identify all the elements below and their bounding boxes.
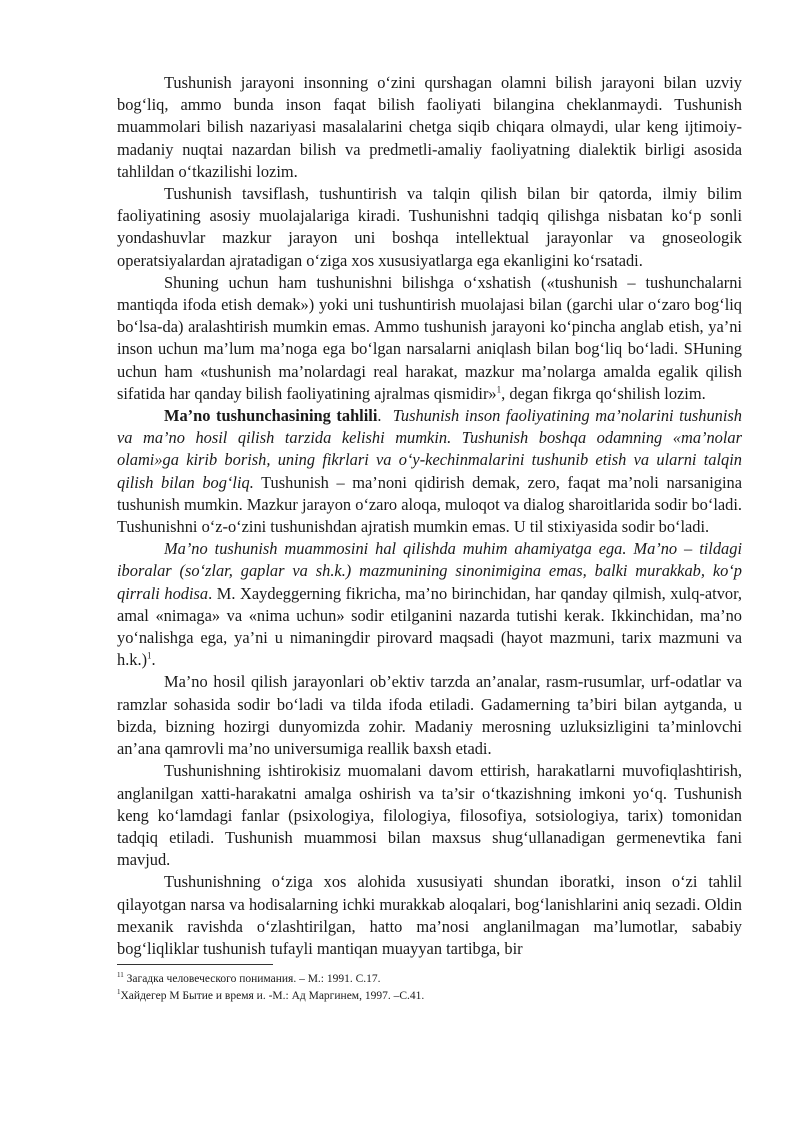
footnote-divider xyxy=(117,964,273,965)
paragraph-5-tail: . xyxy=(151,650,156,670)
paragraph-4 xyxy=(117,405,742,538)
paragraph-5-italic: Ma’no tushunish muammosini hal qilishda muhim ahamiyatga ega. Ma’no – tildagi iboralar (so‘zlar, gaplar va sh.k.) mazmunining sinonimigina emas, balki murakkab, ko‘p qirrali hodisa xyxy=(117,539,742,603)
paragraph-5 xyxy=(117,538,742,671)
heading-period: . xyxy=(377,406,382,426)
paragraph-3-tail: , degan fikrga qo‘shilish lozim. xyxy=(501,383,706,403)
paragraph-4-italic: Tushunish inson faoliyatining ma’nolarini tushunish va ma’no hosil qilish tarzida kelishi mumkin. Tushunish boshqa odamning «ma’nolar olami»ga kirib borish, uning fikrlari va o‘y-kechinmalarini tushunib etish va ularni talqin qilish bilan bog‘liq. xyxy=(117,406,742,492)
footnote-2-text: Хайдегер М Бытие и время и. -М.: Ад Маргинем, 1997. –С.41. xyxy=(120,990,425,1003)
footnote-ref-2: 1 xyxy=(147,650,152,661)
paragraph-5-text: . M. Xaydeggerning fikricha, ma’no birinchidan, har qanday qilmish, xulq-atvor, amal «nimaga» va «nima uchun» sodir etilganini nazarda tutishi kerak. Ikkinchidan, ma’no yo‘nalishga ega, ya’ni u nimaningdir pirovard maqsadi (hayot mazmuni, tarix mazmuni va h.k.) xyxy=(117,583,743,670)
paragraph-3-text: Shuning uchun ham tushunishni bilishga o‘xshatish («tushunish – tushunchalarni mantiqda ifoda etish demak») yoki uni tushuntirish muolajasi bilan (garchi ular o‘zaro bog‘liq bo‘lsa-da) aralashtirish mumkin emas. Ammo tushunish jarayoni ko‘pincha anglab etish, ya’ni inson uchun ma’lum ma’noga ega bo‘lgan narsalarni aniqlash bilan bog‘liq bo‘ladi. SHuning uchun ham «tushunish ma’nolardagi real harakat, mazkur ma’nolarga amalda egalik qilish sifatida har qanday bilish faoliyatining ajralmas qismidir» xyxy=(117,272,742,403)
footnote-1 xyxy=(117,971,742,988)
paragraph-1: Tushunish jarayoni insonning o‘zini qurshagan olamni bilish jarayoni bilan uzviy bog‘liq, ammo bunda inson faqat bilish faoliyati bilangina cheklanmaydi. Tushunish muammolari bilish nazariyasi masalalarini chetga siqib chiqara olmaydi, ular keng ijtimoiy-madaniy nuqtai nazardan bilish va predmetli-amaliy faoliyatning dialektik birligi asosida tahlildan o‘tkazilishi lozim. xyxy=(117,73,742,181)
footnote-2-mark: 1 xyxy=(117,988,121,997)
paragraph-8: Tushunishning o‘ziga xos alohida xususiyati shundan iboratki, inson o‘zi tahlil qilayotgan narsa va hodisalarning ichki murakkab aloqalari, bog‘lanishlarini aniq sezadi. Oldin mexanik ravishda o‘zlashtirilgan, hatto ma’nosi anglanilmagan ma’lumotlar, sababiy bog‘liqliklar tushunish tufayli mantiqan muayyan tartibga, bir xyxy=(117,872,742,958)
section-heading: Ma’no tushunchasining tahlili xyxy=(164,406,378,426)
footnote-2 xyxy=(117,988,742,1005)
document-page xyxy=(117,72,742,1005)
footnote-1-mark: 11 xyxy=(117,971,124,980)
footnote-1-text: Загадка человеческого понимания. – М.: 1991. С.17. xyxy=(126,973,381,986)
paragraph-6: Ma’no hosil qilish jarayonlari ob’ektiv tarzda an’analar, rasm-rusumlar, urf-odatlar va ramzlar sohasida sodir bo‘ladi va tilda ifoda etiladi. Gadamerning ta’biri bilan aytganda, u bizda, bizning hozirgi dunyomizda zohir. Madaniy merosning uzluksizligini ta’minlovchi an’ana qamrovli ma’no universumiga reallik baxsh etadi. xyxy=(117,672,742,759)
paragraph-4-text: Tushunish – ma’noni qidirish demak, zero, faqat ma’noli narsanigina tushunish mumkin. Mazkur jarayon o‘zaro aloqa, muloqot va dialog sharoitlarida sodir bo‘ladi. Tushunishni o‘z-o‘zini tushunishdan ajratish mumkin emas. U til stixiyasida sodir bo‘ladi. xyxy=(117,472,742,537)
paragraph-2: Tushunish tavsiflash, tushuntirish va talqin qilish bilan bir qatorda, ilmiy bilim faoliyatining asosiy muolajalariga kiradi. Tushunishni tadqiq qilishga nisbatan ko‘p sonli yondashuvlar mazkur jarayon uni boshqa intellektual jarayonlar va gnoseologik operatsiyalardan ajratadigan o‘ziga xos xususiyatlarga ega ekanligini ko‘rsatadi. xyxy=(117,184,742,270)
paragraph-3 xyxy=(117,272,742,405)
paragraph-7: Tushunishning ishtirokisiz muomalani davom ettirish, harakatlarni muvofiqlashtirish, anglanilgan xatti-harakatni amalga oshirish va ta’sir o‘tkazishning imkoni yo‘q. Tushunish keng ko‘lamdagi fanlar (psixologiya, filologiya, filosofiya, sotsiologiya, tarix) tomonidan tadqiq etiladi. Tushunish muammosi bilan maxsus shug‘ullanadigan germenevtika fani mavjud. xyxy=(117,761,742,870)
footnote-ref-1: 1 xyxy=(496,384,502,395)
